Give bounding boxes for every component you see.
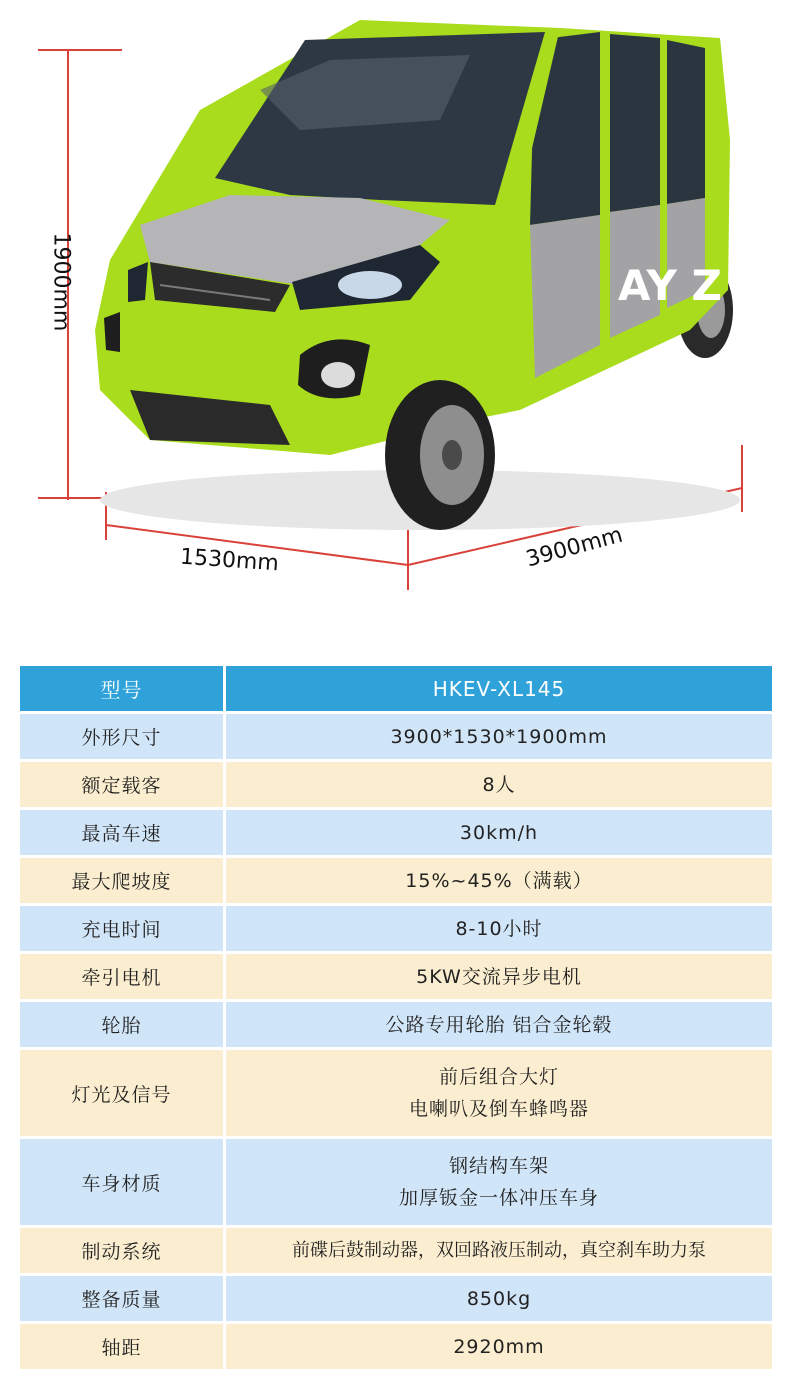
table-row (20, 762, 772, 807)
table-row (20, 906, 772, 951)
header-value: HKEV-XL145 (226, 666, 772, 711)
spec-value-line: 前后组合大灯 (438, 1066, 559, 1088)
spec-label: 车身材质 (20, 1139, 223, 1225)
spec-label: 最大爬坡度 (20, 858, 223, 903)
spec-value: 5KW交流异步电机 (226, 954, 772, 999)
spec-value: 2920mm (226, 1324, 772, 1369)
side-badge: AY Z (618, 261, 722, 310)
spec-label: 整备质量 (20, 1276, 223, 1321)
table-row (20, 954, 772, 999)
height-dimension-label: 1900mm (48, 232, 74, 332)
table-row (20, 1276, 772, 1321)
spec-value-line: 电喇叭及倒车蜂鸣器 (408, 1098, 589, 1120)
spec-value: 公路专用轮胎 铝合金轮毂 (226, 1002, 772, 1047)
table-row (20, 1002, 772, 1047)
length-dimension-label: 3900mm (523, 522, 626, 573)
spec-value: 前碟后鼓制动器，双回路液压制动，真空刹车助力泵 (226, 1228, 772, 1273)
width-dimension-label: 1530mm (179, 544, 280, 577)
spec-value: 15%~45%（满载） (226, 858, 772, 903)
table-row (20, 1139, 772, 1225)
spec-label: 充电时间 (20, 906, 223, 951)
table-row (20, 714, 772, 759)
spec-label: 轴距 (20, 1324, 223, 1369)
spec-label: 灯光及信号 (20, 1050, 223, 1136)
product-figure (0, 0, 790, 610)
header-label: 型号 (20, 666, 223, 711)
spec-value (226, 1050, 772, 1136)
table-row (20, 1324, 772, 1369)
table-header-row (20, 666, 772, 711)
spec-label: 制动系统 (20, 1228, 223, 1273)
spec-value: 3900*1530*1900mm (226, 714, 772, 759)
spec-value: 8人 (226, 762, 772, 807)
spec-table (20, 666, 772, 1372)
spec-label: 额定载客 (20, 762, 223, 807)
spec-value: 30km/h (226, 810, 772, 855)
spec-value: 850kg (226, 1276, 772, 1321)
spec-value: 8-10小时 (226, 906, 772, 951)
table-row (20, 1050, 772, 1136)
spec-value-line: 钢结构车架 (448, 1155, 549, 1177)
spec-label: 牵引电机 (20, 954, 223, 999)
spec-label: 外形尺寸 (20, 714, 223, 759)
spec-value-line: 加厚钣金一体冲压车身 (398, 1187, 599, 1209)
table-row (20, 810, 772, 855)
spec-value (226, 1139, 772, 1225)
spec-label: 最高车速 (20, 810, 223, 855)
vehicle-illustration (0, 0, 790, 610)
table-row (20, 858, 772, 903)
spec-label: 轮胎 (20, 1002, 223, 1047)
table-row (20, 1228, 772, 1273)
